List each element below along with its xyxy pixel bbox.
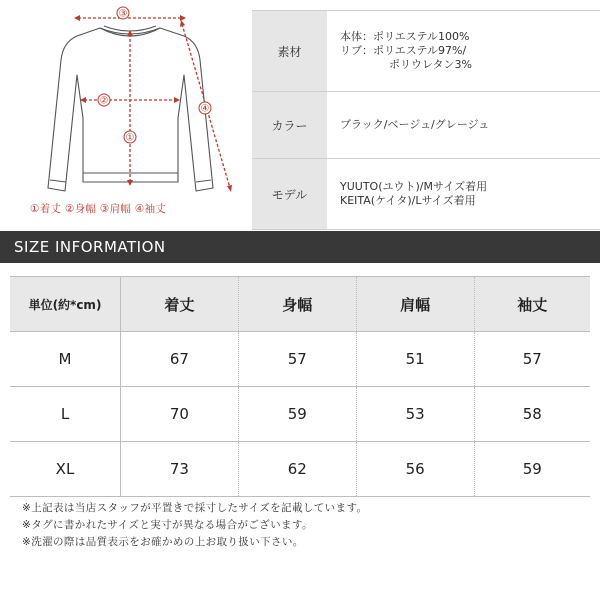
size-table [10, 276, 590, 497]
size-table-header [10, 277, 590, 332]
table-cell: 67 [121, 332, 239, 387]
header-sleeve: 袖丈 [474, 277, 590, 332]
table-cell: 70 [121, 387, 239, 442]
table-cell: 73 [121, 442, 239, 497]
spec-row-model [252, 159, 600, 230]
table-cell: 56 [356, 442, 474, 497]
table-cell: 59 [238, 387, 356, 442]
spec-value: ブラック/ベージュ/グレージュ [327, 92, 600, 159]
size-label: L [10, 387, 121, 442]
note-line: ※洗濯の際は品質表示をお確かめの上お取り扱い下さい。 [22, 536, 304, 548]
marker-4: ④ [200, 103, 210, 115]
table-row [10, 442, 590, 497]
spec-table [252, 10, 600, 230]
spec-row-color [252, 92, 600, 159]
header-unit: 単位(約*cm) [10, 277, 121, 332]
notes [22, 500, 582, 551]
spec-label: カラー [252, 92, 327, 159]
table-cell: 53 [356, 387, 474, 442]
sweater-measurement-diagram [0, 0, 245, 225]
table-cell: 59 [474, 442, 590, 497]
diagram-legend: ①着丈 ②身幅 ③肩幅 ④袖丈 [30, 203, 167, 215]
table-row [10, 332, 590, 387]
note-line: ※上記表は当店スタッフが平置きで採寸したサイズを記載しています。 [22, 502, 368, 514]
table-cell: 51 [356, 332, 474, 387]
size-label: M [10, 332, 121, 387]
size-information-heading: SIZE INFORMATION [0, 231, 600, 263]
table-cell: 58 [474, 387, 590, 442]
table-row [10, 387, 590, 442]
spec-value: YUUTO(ユウト)/Mサイズ着用 KEITA(ケイタ)/Lサイズ着用 [327, 159, 600, 230]
header-length: 着丈 [121, 277, 239, 332]
table-cell: 57 [238, 332, 356, 387]
marker-2: ② [99, 95, 109, 107]
table-cell: 57 [474, 332, 590, 387]
header-shoulder: 肩幅 [356, 277, 474, 332]
note-line: ※タグに書かれたサイズと実寸が異なる場合がございます。 [22, 519, 313, 531]
size-label: XL [10, 442, 121, 497]
marker-1: ① [125, 132, 135, 144]
header-body-width: 身幅 [238, 277, 356, 332]
spec-row-material [252, 11, 600, 92]
marker-3: ③ [118, 8, 128, 20]
spec-value: 本体：ポリエステル100% リブ：ポリエステル97%/ ポリウレタン3% [327, 11, 600, 92]
spec-label: 素材 [252, 11, 327, 92]
table-cell: 62 [238, 442, 356, 497]
spec-label: モデル [252, 159, 327, 230]
